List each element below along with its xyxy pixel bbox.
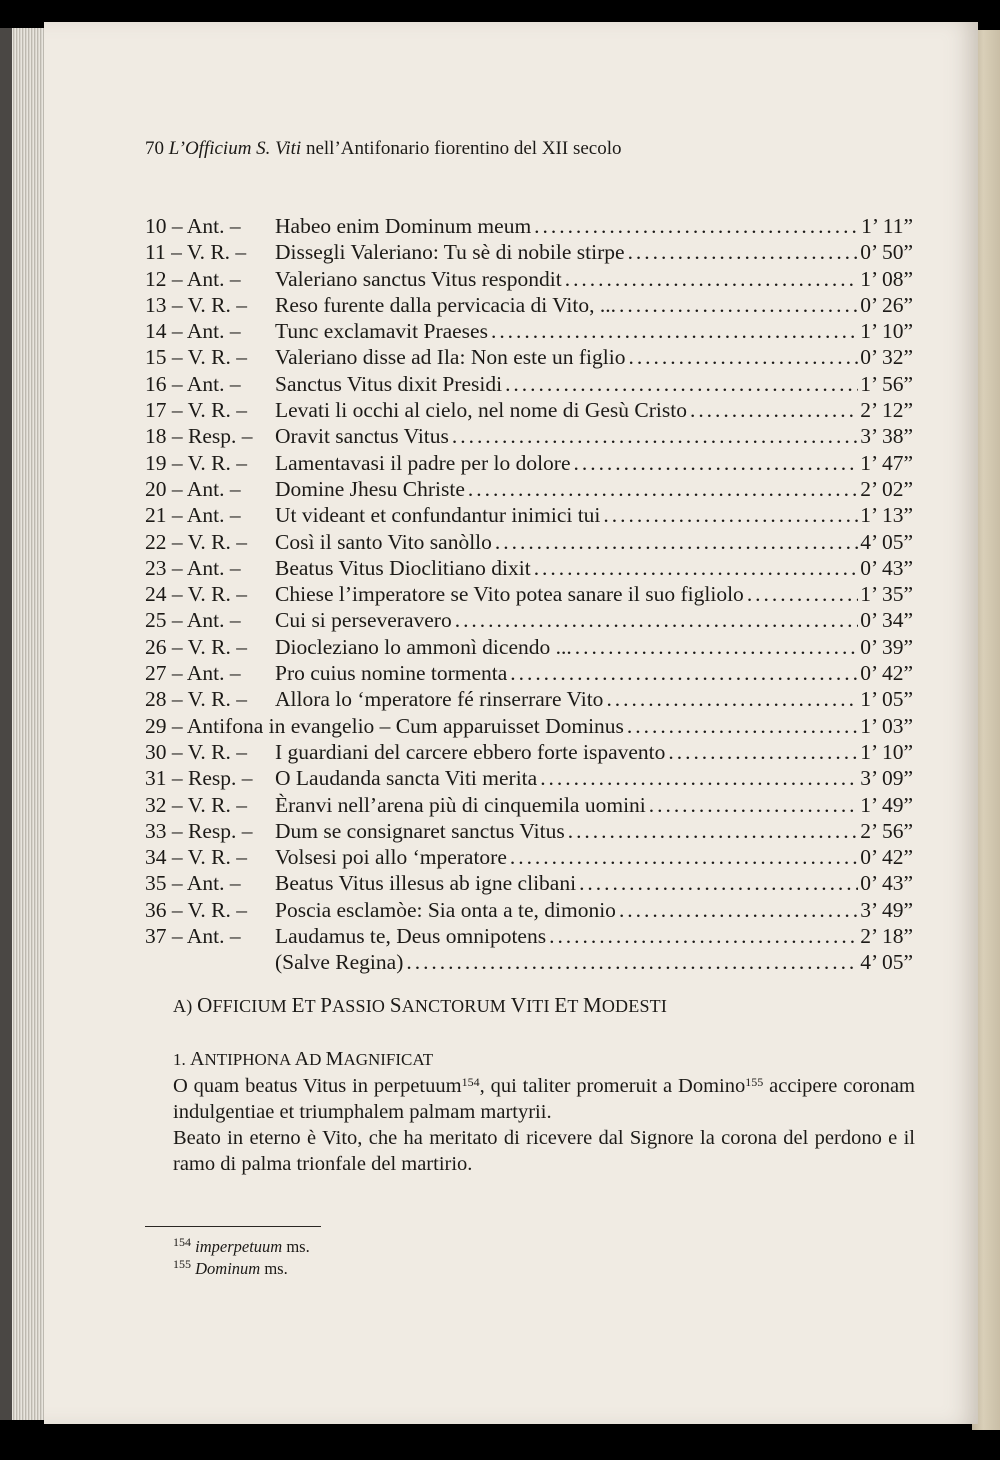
dot-leader xyxy=(747,581,858,607)
section-title: OFFICIUM ET PASSIO SANCTORUM VITI ET MODESTI xyxy=(197,993,668,1017)
track-duration: 0’ 42” xyxy=(860,661,913,686)
page-number: 70 xyxy=(145,138,164,159)
track-title: Poscia esclamòe: Sia onta a te, dimonio xyxy=(275,897,616,922)
latin-text-2: , qui taliter promeruit a Domino xyxy=(479,1075,746,1097)
track-duration: 0’ 43” xyxy=(860,871,913,896)
track-title: Dissegli Valeriano: Tu sè di nobile stirpe xyxy=(275,240,625,265)
footnote xyxy=(173,1259,288,1279)
track-title: Valeriano disse ad Ila: Non este un figlio xyxy=(275,345,626,370)
track-title: 29 – Antifona in evangelio – Cum apparuisset Dominus xyxy=(145,713,624,738)
track-duration: 1’ 11” xyxy=(861,214,913,238)
footnote-italic: imperpetuum xyxy=(195,1237,283,1256)
dot-leader xyxy=(452,423,858,449)
dot-leader xyxy=(510,844,858,870)
track-title: Levati li occhi al cielo, nel nome di Gesù Cristo xyxy=(275,398,687,423)
track-row xyxy=(145,555,913,581)
dot-leader xyxy=(619,897,858,923)
track-title: Cui si perseveravero xyxy=(275,608,452,633)
track-number: 33 – Resp. – xyxy=(145,818,253,843)
running-head-title-italic: L’Officium S. Viti xyxy=(168,138,302,159)
track-list xyxy=(145,213,913,976)
track-title: O Laudanda sancta Viti merita xyxy=(275,766,538,791)
track-row xyxy=(145,344,913,370)
track-title: Allora lo ‘mperatore fé rinserrare Vito xyxy=(275,687,604,712)
track-number: 35 – Ant. – xyxy=(145,871,241,896)
italian-paragraph: Beato in eterno è Vito, che ha meritato di ricevere dal Signore la corona del perdono e il ramo di palma trionfale del martirio. xyxy=(173,1127,915,1175)
track-number: 24 – V. R. – xyxy=(145,582,247,607)
track-row xyxy=(145,870,913,896)
latin-text-1: O quam beatus Vitus in perpetuum xyxy=(173,1075,462,1097)
dot-leader xyxy=(534,213,859,239)
track-title: Chiese l’imperatore se Vito potea sanare il suo figliolo xyxy=(275,582,744,607)
track-row xyxy=(145,450,913,476)
track-row xyxy=(145,923,913,949)
dot-leader xyxy=(540,765,858,791)
track-row xyxy=(145,660,913,686)
track-row xyxy=(145,476,913,502)
track-title: Beatus Vitus illesus ab igne clibani xyxy=(275,871,577,896)
track-number: 21 – Ant. – xyxy=(145,503,241,528)
running-head-title: nell’Antifonario fiorentino del XII secolo xyxy=(301,138,622,159)
track-number: 22 – V. R. – xyxy=(145,529,247,554)
subsection-heading xyxy=(173,1048,433,1071)
track-number: 23 – Ant. – xyxy=(145,555,241,580)
track-number: 30 – V. R. – xyxy=(145,739,247,764)
track-row xyxy=(145,239,913,265)
footnote-ref-154[interactable]: 154 xyxy=(461,1075,480,1089)
track-number: 31 – Resp. – xyxy=(145,766,253,791)
dot-leader xyxy=(649,792,859,818)
dot-leader xyxy=(406,949,858,975)
track-row xyxy=(145,949,913,975)
track-title: Così il santo Vito sanòllo xyxy=(275,529,492,554)
track-title: Diocleziano lo ammonì dicendo ... xyxy=(275,634,572,659)
track-number: 13 – V. R. – xyxy=(145,292,247,317)
track-number: 25 – Ant. – xyxy=(145,608,241,633)
track-duration: 1’ 47” xyxy=(860,450,913,475)
dot-leader xyxy=(574,450,859,476)
track-duration: 1’ 08” xyxy=(860,266,913,291)
track-title: I guardiani del carcere ebbero forte ispavento xyxy=(275,739,666,764)
track-duration: 3’ 49” xyxy=(860,897,913,922)
dot-leader xyxy=(619,292,858,318)
dot-leader xyxy=(468,476,858,502)
section-prefix: A) xyxy=(173,996,198,1016)
track-row xyxy=(145,844,913,870)
track-number: 34 – V. R. – xyxy=(145,845,247,870)
track-number: 17 – V. R. – xyxy=(145,398,247,423)
track-title: Ut videant et confundantur inimici tui xyxy=(275,503,601,528)
track-duration: 4’ 05” xyxy=(860,950,913,975)
track-title: Beatus Vitus Dioclitiano dixit xyxy=(275,555,531,580)
track-row xyxy=(145,371,913,397)
track-row xyxy=(145,502,913,528)
track-title: Laudamus te, Deus omnipotens xyxy=(275,924,547,949)
track-row xyxy=(145,765,913,791)
dot-leader xyxy=(565,266,859,292)
track-row xyxy=(145,213,913,239)
track-duration: 3’ 38” xyxy=(860,424,913,449)
track-duration: 0’ 26” xyxy=(860,292,913,317)
track-duration: 4’ 05” xyxy=(860,529,913,554)
track-row xyxy=(145,266,913,292)
track-duration: 1’ 56” xyxy=(860,371,913,396)
dot-leader xyxy=(549,923,858,949)
track-row xyxy=(145,318,913,344)
track-title: Oravit sanctus Vitus xyxy=(275,424,449,449)
track-number: 18 – Resp. – xyxy=(145,424,253,449)
footnote-number: 155 xyxy=(173,1257,191,1271)
footnote-text: ms. xyxy=(282,1237,310,1256)
dot-leader xyxy=(575,634,859,660)
subsection-title: ANTIPHONA AD MAGNIFICAT xyxy=(190,1048,434,1070)
book-page-edge xyxy=(0,28,48,1420)
track-duration: 0’ 32” xyxy=(860,345,913,370)
track-duration: 1’ 05” xyxy=(860,687,913,712)
track-row xyxy=(145,423,913,449)
track-row xyxy=(145,581,913,607)
track-row xyxy=(145,397,913,423)
track-number: 11 – V. R. – xyxy=(145,240,247,265)
dot-leader xyxy=(628,239,859,265)
dot-leader xyxy=(579,870,858,896)
track-duration: 3’ 09” xyxy=(860,766,913,791)
dot-leader xyxy=(690,397,858,423)
track-row xyxy=(145,792,913,818)
track-title: Pro cuius nomine tormenta xyxy=(275,661,508,686)
track-number: 15 – V. R. – xyxy=(145,345,247,370)
track-duration: 0’ 34” xyxy=(860,608,913,633)
footnote-ref-155[interactable]: 155 xyxy=(745,1075,764,1089)
footnote-italic: Dominum xyxy=(195,1259,261,1278)
track-duration: 0’ 42” xyxy=(860,845,913,870)
footnote-rule xyxy=(145,1226,321,1227)
dot-leader xyxy=(510,660,858,686)
dot-leader xyxy=(505,371,858,397)
dot-leader xyxy=(455,607,859,633)
track-title: Lamentavasi il padre per lo dolore xyxy=(275,450,571,475)
latin-text-3: accipere coronam indulgentiae et triumphalem palmam martyrii. xyxy=(173,1075,915,1123)
track-row xyxy=(145,607,913,633)
track-duration: 0’ 39” xyxy=(860,634,913,659)
track-number: 36 – V. R. – xyxy=(145,897,247,922)
track-title: Volsesi poi allo ‘mperatore xyxy=(275,845,507,870)
dot-leader xyxy=(534,555,859,581)
track-number: 16 – Ant. – xyxy=(145,371,241,396)
track-number: 20 – Ant. – xyxy=(145,476,241,501)
track-duration: 0’ 50” xyxy=(860,240,913,265)
track-row xyxy=(145,818,913,844)
track-title: Domine Jhesu Christe xyxy=(275,476,465,501)
dot-leader xyxy=(668,739,858,765)
track-row xyxy=(145,897,913,923)
track-title: (Salve Regina) xyxy=(275,950,404,975)
track-row xyxy=(145,292,913,318)
track-title: Sanctus Vitus dixit Presidi xyxy=(275,371,503,396)
footnote xyxy=(173,1237,310,1257)
track-duration: 2’ 12” xyxy=(860,398,913,423)
track-number: 14 – Ant. – xyxy=(145,319,241,344)
track-title: Tunc exclamavit Praeses xyxy=(275,319,488,344)
track-number: 27 – Ant. – xyxy=(145,661,241,686)
footnote-text: ms. xyxy=(260,1259,288,1278)
track-number: 32 – V. R. – xyxy=(145,792,247,817)
track-row xyxy=(145,634,913,660)
track-number: 19 – V. R. – xyxy=(145,450,247,475)
track-title: Valeriano sanctus Vitus respondit xyxy=(275,266,562,291)
subsection-prefix: 1. xyxy=(173,1050,190,1069)
latin-paragraph xyxy=(173,1073,915,1125)
dot-leader xyxy=(491,318,858,344)
track-duration: 1’ 10” xyxy=(860,739,913,764)
track-duration: 1’ 03” xyxy=(860,713,913,738)
track-duration: 2’ 02” xyxy=(860,476,913,501)
track-title: Èranvi nell’arena più di cinquemila uomini xyxy=(275,792,646,817)
track-duration: 1’ 35” xyxy=(860,582,913,607)
track-number: 28 – V. R. – xyxy=(145,687,247,712)
track-number: 10 – Ant. – xyxy=(145,214,241,238)
track-row xyxy=(145,686,913,712)
track-duration: 2’ 56” xyxy=(860,818,913,843)
dot-leader xyxy=(603,502,858,528)
running-head xyxy=(145,138,621,160)
track-duration: 1’ 13” xyxy=(860,503,913,528)
track-number: 12 – Ant. – xyxy=(145,266,241,291)
track-duration: 2’ 18” xyxy=(860,924,913,949)
track-duration: 1’ 49” xyxy=(860,792,913,817)
track-row xyxy=(145,739,913,765)
track-title: Dum se consignaret sanctus Vitus xyxy=(275,818,565,843)
track-duration: 0’ 43” xyxy=(860,555,913,580)
dot-leader xyxy=(606,686,858,712)
track-number: 26 – V. R. – xyxy=(145,634,247,659)
track-row xyxy=(145,529,913,555)
track-row xyxy=(145,713,913,739)
dot-leader xyxy=(495,529,858,555)
dot-leader xyxy=(568,818,859,844)
dot-leader xyxy=(627,713,858,739)
dot-leader xyxy=(628,344,858,370)
track-duration: 1’ 10” xyxy=(860,319,913,344)
section-heading xyxy=(173,993,667,1018)
track-title: Reso furente dalla pervicacia di Vito, ... xyxy=(275,292,616,317)
footnote-number: 154 xyxy=(173,1235,191,1249)
track-number: 37 – Ant. – xyxy=(145,924,241,949)
track-title: Habeo enim Dominum meum xyxy=(275,214,532,238)
